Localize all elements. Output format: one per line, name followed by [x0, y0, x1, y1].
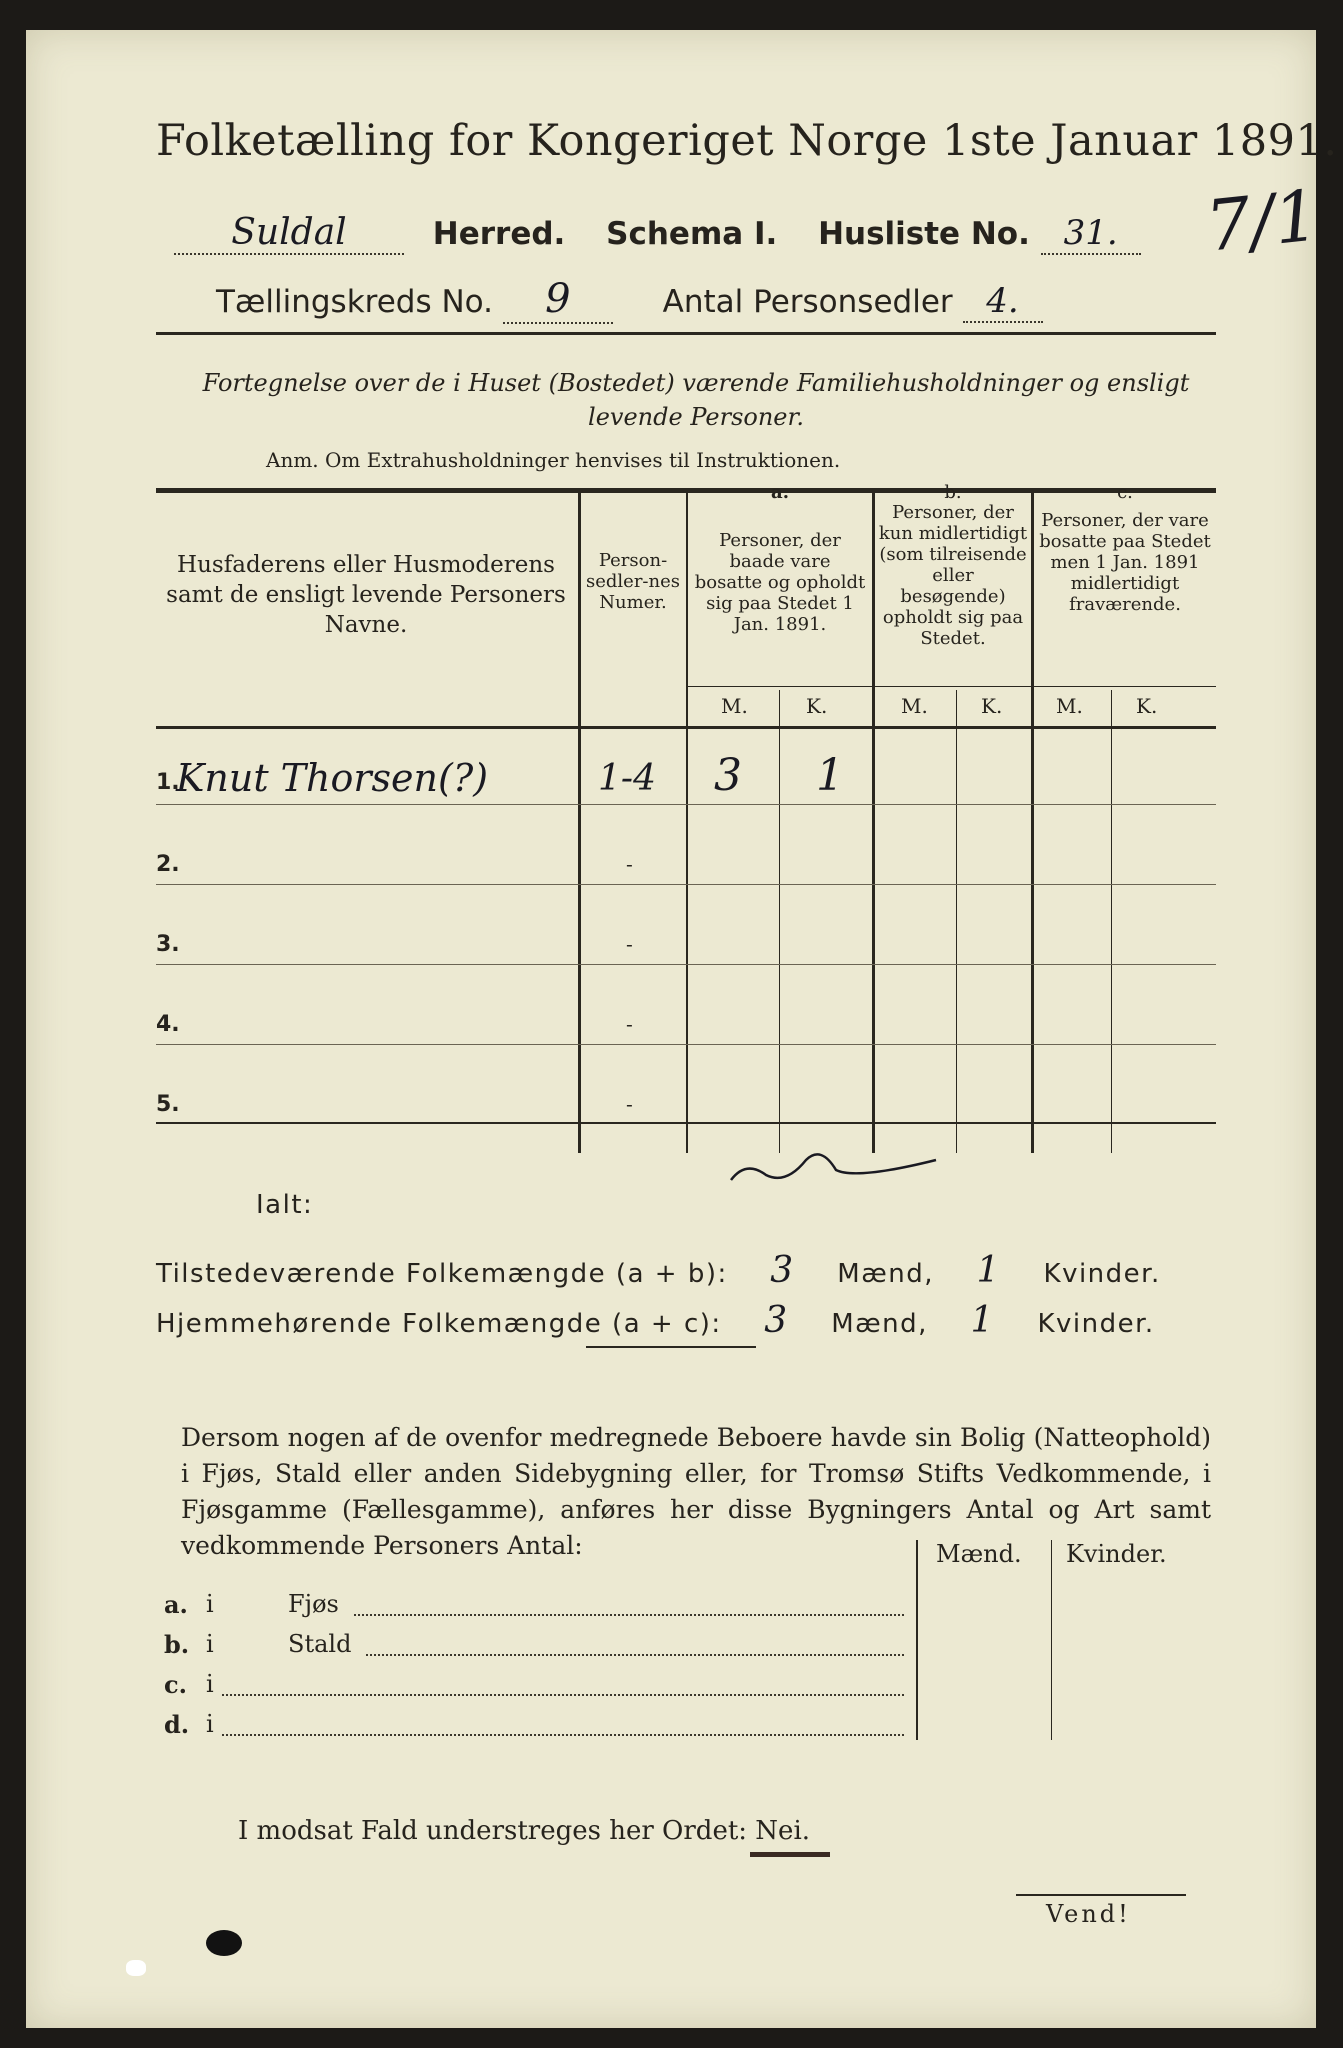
count-a-k: 1: [816, 750, 844, 801]
tilstede-maend: 3: [770, 1250, 795, 1291]
kreds-value: 9: [545, 276, 571, 322]
anm-note: Anm. Om Extrahusholdninger henvises til Instruktionen.: [266, 448, 841, 472]
ink-blot: [206, 1930, 242, 1956]
col-a-m: M.: [721, 694, 748, 718]
col-header-name: Husfaderens eller Husmoderens samt de ensligt levende Personers Navne.: [166, 552, 566, 638]
husliste-value: 31.: [1063, 213, 1118, 253]
header-rule: [156, 332, 1216, 335]
col-a-letter: a.: [771, 482, 789, 503]
col-b-m: M.: [901, 694, 928, 718]
pen-flourish: [726, 1140, 946, 1190]
footer-note: I modsat Fald understreges her Ordet: Nei.: [238, 1816, 811, 1846]
census-form-page: Folketælling for Kongeriget Norge 1ste Januar 1891. Suldal Herred. Schema I. Husliste No. 31. 7/1 Tællingskreds No. 9 Antal Personsedler 4. Fortegnelse over de i Huset (Bostedet) værende Familiehusholdninger og ensligt levende Personer. Anm. Om Extrahusholdninger henvises til Instruktionen. Husfaderens eller Husmoderens samt de ensligt levende Personers Navne. Person-sedler-nes Numer. a. Personer, der baade vare bosatte og opholdt sig paa Stedet 1 Jan. 1891. b. Personer, der kun midlertidigt (som tilreisende eller besøgende) opholdt sig paa Stedet. c. Personer, der vare bosatte paa Stedet men 1 Jan. 1891 midlertidigt fraværende. M. K. M. K. M. K. 1. Knut Thorsen(?) 1-4 3 1 2. - 3. - 4. - 5. - Ialt: Tilstedeværende Folkemængde (a + b): 3 Mænd, 1 Kvinder. Hjemmehørende Folkemængde (a + c): 3 Mænd, 1 Kvinder. Dersom nogen af de ovenfor medregnede Beboere havde sin Bolig (Natteophold) i Fjøs, Stald eller anden Sidebygning eller, for Tromsø Stifts Vedkommende, i Fjøsgamme (Fællesgamme), anføres her disse Bygningers Antal og Art samt vedkommende Personers Antal: Mænd. Kvinder. a. i Fjøs b. i Stald c. i d. i I modsat Fald understreges her Ordet: Nei. Vend!: [26, 30, 1316, 2028]
col-maend-header: Mænd.: [936, 1540, 1022, 1568]
herred-value: Suldal: [231, 212, 347, 253]
form-title: Folketælling for Kongeriget Norge 1ste Januar 1891.: [156, 116, 1338, 166]
antal-label: Antal Personsedler: [662, 284, 953, 320]
nei-underline: [750, 1852, 830, 1857]
hjemme-maend: 3: [764, 1300, 789, 1341]
antal-value: 4.: [986, 281, 1019, 321]
col-c-letter: c.: [1117, 482, 1133, 503]
household-name: Knut Thorsen(?): [176, 756, 489, 800]
husliste-label: Husliste No.: [818, 216, 1030, 252]
col-c-k: K.: [1136, 694, 1158, 718]
kreds-line: [216, 276, 1043, 324]
tilstede-line: Tilstedeværende Folkemængde (a + b): 3 Mænd, 1 Kvinder.: [156, 1250, 1161, 1291]
col-a-k: K.: [806, 694, 828, 718]
kreds-label: Tællingskreds No.: [216, 284, 493, 320]
col-b-letter: b.: [944, 482, 962, 503]
hjemme-line: Hjemmehørende Folkemængde (a + c): 3 Mænd, 1 Kvinder.: [156, 1300, 1155, 1341]
divider: [586, 1346, 756, 1348]
vend-label: Vend!: [1046, 1900, 1131, 1928]
paper-tear: [126, 1960, 146, 1976]
hjemme-kvinder: 1: [970, 1300, 995, 1341]
herred-line: [174, 212, 1141, 255]
outbuilding-paragraph: Dersom nogen af de ovenfor medregnede Beboere havde sin Bolig (Natteophold) i Fjøs, Stald eller anden Sidebygning eller, for Tromsø Stifts Vedkommende, i Fjøsgamme (Fællesgamme), anføres her disse Bygningers Antal og Art samt vedkommende Personers Antal:: [181, 1423, 1211, 1560]
col-header-a: Personer, der baade vare bosatte og opholdt sig paa Stedet 1 Jan. 1891.: [694, 530, 866, 635]
col-header-c: Personer, der vare bosatte paa Stedet men 1 Jan. 1891 midlertidigt fraværende.: [1039, 510, 1211, 615]
corner-note: 7/1: [1202, 174, 1323, 268]
col-kvinder-header: Kvinder.: [1066, 1540, 1167, 1568]
schema-label: Schema I.: [606, 216, 778, 252]
col-header-num: Person-sedler-nes Numer.: [586, 550, 680, 613]
col-header-b: Personer, der kun midlertidigt (som tilreisende eller besøgende) opholdt sig paa Stedet.: [878, 502, 1028, 649]
herred-label: Herred.: [432, 216, 566, 252]
col-b-k: K.: [981, 694, 1003, 718]
col-c-m: M.: [1056, 694, 1083, 718]
personsedler-num: 1-4: [598, 758, 656, 799]
tilstede-kvinder: 1: [976, 1250, 1001, 1291]
count-a-m: 3: [714, 750, 742, 801]
intro-text: Fortegnelse over de i Huset (Bostedet) værende Familiehusholdninger og ensligt levende Personer.: [202, 369, 1190, 431]
ialt-label: Ialt:: [256, 1190, 314, 1220]
